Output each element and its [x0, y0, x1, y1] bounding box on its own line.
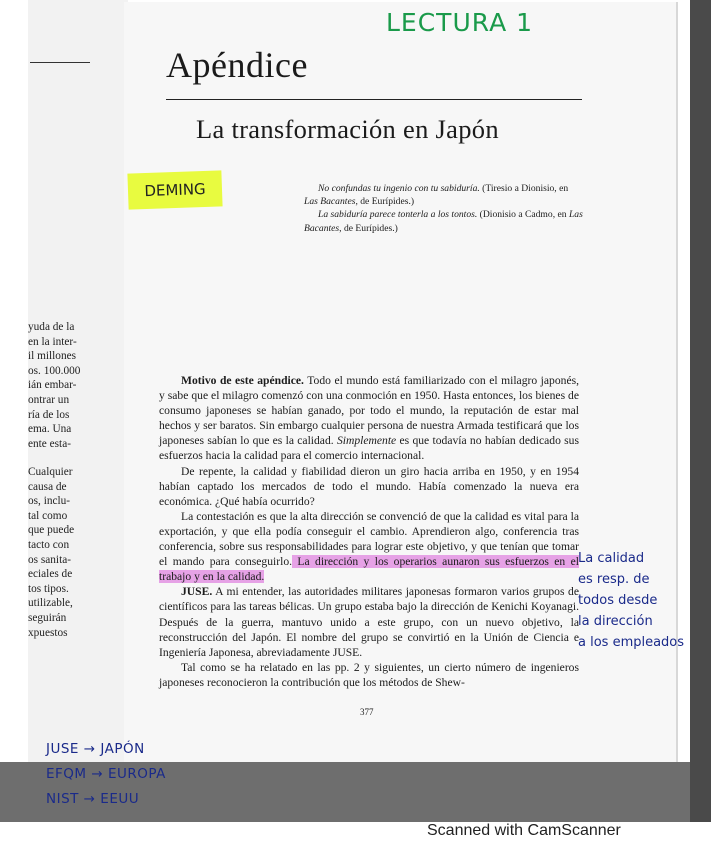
title-rule [166, 99, 582, 100]
paragraph-contestacion: La contestación es que la alta dirección se convenció de que la calidad es vital para la exportación, y que ella podía conseguir el cambio. Aprendieron algo, conferencia tras conferencia, sobre sus responsabilidades para lograr este objetivo, y que tenían que tomar el mando para conseguirlo. La dirección y los operarios aunaron sus esfuerzos en el trabajo y en la calidad. [159, 509, 579, 584]
margin-note-line: la dirección [578, 614, 653, 629]
pink-highlight: La dirección y los operarios aunaron sus esfuerzos en el trabajo y en la calidad. [159, 555, 579, 584]
margin-note-line: a los empleados [578, 635, 685, 650]
scanner-right-edge [690, 0, 711, 822]
epigraph-quote-2: La sabiduría parece tonterla a los tontos. (Dionisio a Cadmo, en Las Bacantes, de Eurípides.) [304, 209, 583, 234]
left-page-text-block-1: yuda de la en la inter- il millones os. 100.000 ián embar- ontrar un ría de los ema. Una ente esta- [28, 321, 81, 450]
legend-efqm: EFQM → EUROPA [46, 766, 166, 782]
page-number: 377 [360, 707, 374, 717]
paragraph-de-repente: De repente, la calidad y fiabilidad dieron un giro hacia arriba en 1950, y en 1954 habían captado los mercados de todo el mundo. Había comenzado la nueva era económica. ¿Qué había ocurrido? [159, 464, 579, 508]
epigraph-quote-1: No confundas tu ingenio con tu sabiduría. (Tiresio a Dionisio, en Las Bacantes, de Eurípides.) [304, 183, 569, 208]
body-text [159, 373, 579, 690]
camscanner-watermark: Scanned with CamScanner [427, 822, 621, 839]
margin-note-line: todos desde [578, 593, 658, 608]
epigraph [304, 182, 584, 235]
margin-note-line: es resp. de [578, 572, 650, 587]
paragraph-tal-como: Tal como se ha relatado en las pp. 2 y siguientes, un cierto número de ingenieros japoneses reconocieron la contribución que los métodos de Shew- [159, 660, 579, 689]
left-page-text-block-2: Cualquier causa de os, inclu- tal como que puede tacto con os sanita- eciales de tos tipos. utilizable, seguirán xpuestos [28, 466, 75, 639]
margin-note-line: La calidad [578, 551, 645, 566]
paragraph-motivo: Motivo de este apéndice. Todo el mundo está familiarizado con el milagro japonés, y sabe que el milagro comenzó con una conmoción en 1950. Hasta entonces, los bienes de consumo japoneses se habían ganado, por todo el mundo, la reputación de estar mal hechos y ser baratos. Sin embargo cualquier persona de nuestra Armada testificará que los japoneses sabían lo que es la calidad. Simplemente es que todavía no habían dedicado sus esfuerzos hacia la calidad para el comercio internacional. [159, 374, 579, 463]
paragraph-juse: JUSE. A mi entender, las autoridades militares japonesas formaron varios grupos de científicos para las tareas bélicas. Un grupo estaba bajo la dirección de Kenichi Koyanagi. Después de la guerra, mantuvo unido a este grupo, con un nuevo objetivo, la reconstrucción del Japón. El nombre del grupo se convirtió en la Unión de Ciencia e Ingeniería Japonesa, abreviadamente JUSE. [159, 585, 579, 659]
legend-juse: JUSE → JAPÓN [46, 741, 145, 757]
page-title: Apéndice [166, 45, 308, 85]
handwritten-lectura-label: LECTURA 1 [386, 8, 534, 37]
page-subtitle: La transformación en Japón [196, 114, 499, 144]
left-page-fragment [28, 0, 128, 775]
left-page-rule [30, 62, 90, 63]
handwritten-margin-note [578, 548, 708, 653]
highlighted-deming-label: DEMING [127, 170, 222, 209]
legend-nist: NIST → EEUU [46, 791, 140, 807]
